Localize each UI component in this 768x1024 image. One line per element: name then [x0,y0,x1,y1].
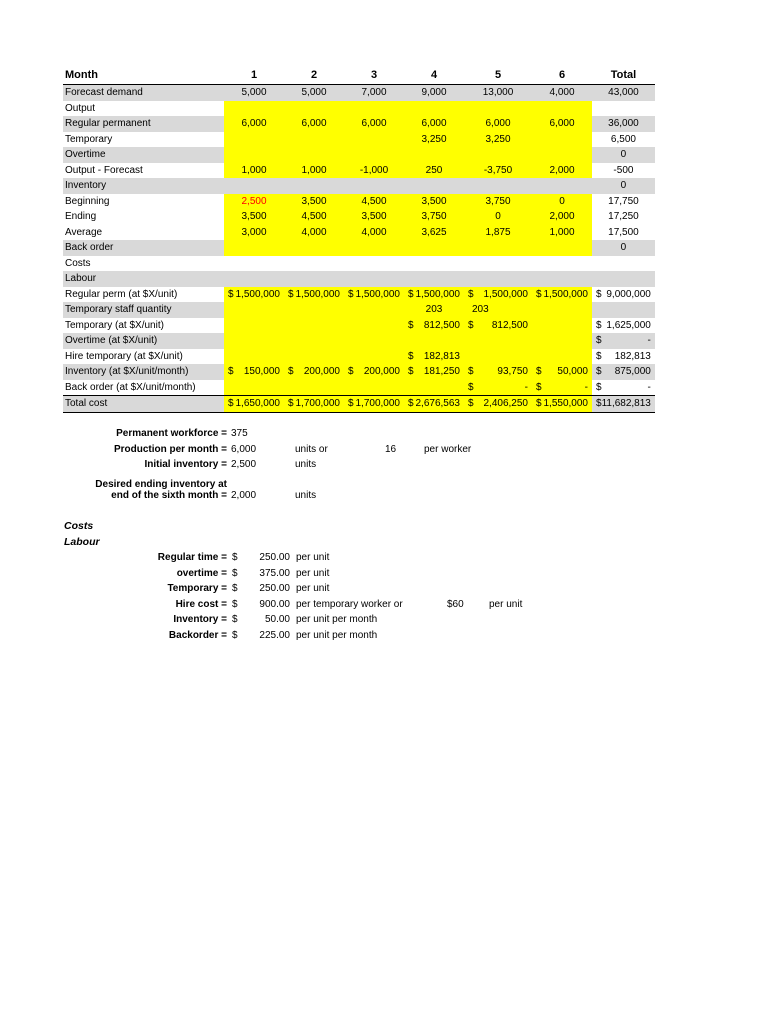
row-label: Regular perm (at $X/unit) [65,288,178,300]
hire-cost-per-unit-label: per unit [489,599,523,610]
currency-symbol: $ [228,398,234,409]
total-cell: - [647,381,651,393]
costs-row [63,256,655,272]
temp-staff-quantity-row [63,302,655,318]
currency-symbol: $ [288,366,294,377]
currency-symbol: $ [348,398,354,409]
cell: 3,250 [404,132,464,148]
temporary-row [63,132,655,148]
inventory-rate-unit: per unit per month [296,614,378,625]
row-label: Output - Forecast [65,164,143,176]
cell: 6,000 [404,116,464,132]
cell: 9,000 [404,85,464,101]
row-label: Forecast demand [63,85,224,101]
row-label: Temporary (at $X/unit) [65,319,164,331]
row-label: Hire temporary (at $X/unit) [65,350,183,362]
temporary-rate-label: Temporary = [167,583,227,594]
cell: 3,000 [224,225,284,241]
cell: 6,000 [224,116,284,132]
beginning-row [63,194,655,210]
backorder-rate-unit: per unit per month [296,630,378,641]
hire-cost-unit: per temporary worker or [296,599,403,610]
currency-symbol: $ [468,288,474,300]
aggregate-plan-table [63,68,655,413]
row-label: Labour [63,271,224,287]
currency-symbol: $ [596,366,602,377]
cell: 182,813 [423,350,460,362]
desired-ending-label-line1: Desired ending inventory at [95,479,227,490]
cell: -1,000 [344,163,404,179]
currency-symbol: $ [232,614,238,625]
regular-permanent-row [63,116,655,132]
currency-symbol: $ [408,288,414,300]
output-row [63,101,655,117]
total-cell: 17,500 [608,226,639,238]
row-label: Costs [65,257,91,269]
per-worker-value: 16 [385,444,397,455]
currency-symbol: $ [536,381,542,393]
row-label: Temporary staff quantity [63,302,224,318]
total-cell: 875,000 [614,366,651,377]
row-label: Regular permanent [63,116,224,132]
regular-time-unit: per unit [296,552,330,563]
total-cell: 0 [592,178,655,194]
month-1-header: 1 [224,68,284,85]
overtime-rate-label: overtime = [176,568,227,579]
inventory-rate-label: Inventory = [173,614,227,625]
permanent-workforce-label: Permanent workforce = [116,428,227,439]
currency-symbol: $ [232,568,238,579]
initial-inventory-value: 2,500 [231,459,257,470]
cell: 6,000 [344,116,404,132]
labour-title: Labour [64,536,100,548]
total-cell: 1,625,000 [606,319,651,331]
back-order-row [63,240,655,256]
temporary-cost-row [63,318,655,334]
cell: 3,750 [464,194,532,210]
cell: 6,000 [284,116,344,132]
inventory-rate-value: 50.00 [264,614,290,625]
currency-symbol: $ [232,599,238,610]
overtime-rate-value: 375.00 [259,568,290,579]
average-row [63,225,655,241]
row-label: Output [65,102,96,114]
backorder-rate-label: Backorder = [168,630,227,641]
cell: 1,875 [464,225,532,241]
month-header: Month [63,68,224,85]
hire-cost-label: Hire cost = [175,599,227,610]
initial-inventory-label: Initial inventory = [144,459,227,470]
currency-symbol: $ [228,288,234,300]
total-cell: 11,682,813 [601,398,651,409]
cell: 3,625 [404,225,464,241]
currency-symbol: $ [232,583,238,594]
overtime-row [63,147,655,163]
cell: 93,750 [497,366,528,377]
row-label: Back order [63,240,224,256]
cell: 4,500 [344,194,404,210]
cell: 4,000 [344,225,404,241]
currency-symbol: $ [232,630,238,641]
cell: 812,500 [491,319,528,331]
cell: 3,250 [464,132,532,148]
cell: 4,000 [284,225,344,241]
cell: 2,000 [532,163,592,179]
total-cell: - [647,335,651,346]
currency-symbol: $ [596,398,602,409]
total-header: Total [592,68,655,85]
row-label: Overtime (at $X/unit) [63,333,224,349]
cell: 181,250 [423,366,460,377]
inventory-cost-row [63,364,655,380]
hire-temporary-cost-row [63,349,655,365]
overtime-rate-unit: per unit [296,568,330,579]
total-cell: 36,000 [592,116,655,132]
cell: 203 [464,302,532,318]
total-cell: 182,813 [614,350,651,362]
currency-symbol: $ [596,319,602,331]
labour-row [63,271,655,287]
cell: 1,550,000 [543,398,588,409]
cell: 3,500 [284,194,344,210]
ending-row [63,209,655,225]
cell: 2,500 [224,194,284,210]
cell: 3,500 [224,209,284,225]
header-row [63,68,655,85]
total-cell: 0 [592,240,655,256]
currency-symbol: $ [232,552,238,563]
cell: 250 [404,163,464,179]
cell: 13,000 [464,85,532,101]
cell: 1,650,000 [235,398,280,409]
month-3-header: 3 [344,68,404,85]
cell: 1,700,000 [355,398,400,409]
cell: 0 [464,209,532,225]
cell: 3,750 [404,209,464,225]
production-per-month-value: 6,000 [231,444,257,455]
row-label: Inventory [63,178,224,194]
cell: -3,750 [464,163,532,179]
row-label: Temporary [65,133,113,145]
total-cell: 17,750 [608,195,639,207]
cell: 7,000 [344,85,404,101]
currency-symbol: $ [536,288,542,300]
total-cost-row [63,396,655,413]
backorder-rate-value: 225.00 [259,630,290,641]
cell: 5,000 [284,85,344,101]
row-label: Total cost [63,396,224,413]
currency-symbol: $ [348,366,354,377]
row-label: Overtime [63,147,224,163]
cell: 4,500 [284,209,344,225]
currency-symbol: $ [408,398,414,409]
cell: 0 [532,194,592,210]
month-2-header: 2 [284,68,344,85]
cell: 200,000 [303,366,340,377]
cell: 3,500 [404,194,464,210]
production-per-month-label: Production per month = [113,444,227,455]
cell: 1,000 [532,225,592,241]
month-5-header: 5 [464,68,532,85]
currency-symbol: $ [468,381,474,393]
cell: 3,500 [344,209,404,225]
currency-symbol: $ [408,366,414,377]
currency-symbol: $ [596,381,602,393]
currency-symbol: $ [288,288,294,300]
desired-ending-value: 2,000 [231,490,257,501]
desired-ending-label-line2: end of the sixth month = [111,490,227,501]
cell: 1,500,000 [415,288,460,300]
cell: 812,500 [423,319,460,331]
currency-symbol: $ [408,350,414,362]
row-label: Beginning [65,195,110,207]
cell: 2,406,250 [483,398,528,409]
aggregate-plan-sheet [63,68,655,413]
cell: 1,000 [224,163,284,179]
cell: 1,500,000 [483,288,528,300]
temporary-rate-value: 250.00 [259,583,290,594]
production-unit: units or [295,444,328,455]
cell: 1,500,000 [295,288,340,300]
row-label: Back order (at $X/unit/month) [65,381,196,393]
cell: 1,500,000 [543,288,588,300]
cell: 150,000 [243,366,280,377]
cell: 203 [404,302,464,318]
regular-perm-cost-row [63,287,655,303]
currency-symbol: $ [468,366,474,377]
back-order-cost-row [63,380,655,396]
temporary-rate-unit: per unit [296,583,330,594]
row-label: Average [65,226,103,238]
total-cell: 17,250 [608,211,639,222]
cell: 1,500,000 [355,288,400,300]
month-4-header: 4 [404,68,464,85]
cell: 1,700,000 [295,398,340,409]
total-cell: -500 [613,164,634,176]
output-forecast-row [63,163,655,179]
cell: - [584,381,588,393]
currency-symbol: $ [468,319,474,331]
hire-cost-per-unit-value: $60 [447,599,464,610]
currency-symbol: $ [536,398,542,409]
cell: 6,000 [464,116,532,132]
cell: 5,000 [224,85,284,101]
currency-symbol: $ [408,319,414,331]
cell: 200,000 [363,366,400,377]
currency-symbol: $ [348,288,354,300]
row-label: Inventory (at $X/unit/month) [63,364,224,380]
total-cell: 0 [592,147,655,163]
forecast-demand-row [63,85,655,101]
currency-symbol: $ [228,366,234,377]
costs-title: Costs [64,520,94,532]
cell: - [524,381,528,393]
total-cell: 6,500 [610,133,636,145]
initial-inventory-unit: units [295,459,317,470]
total-cell: 9,000,000 [606,288,651,300]
currency-symbol: $ [596,335,602,346]
inventory-row [63,178,655,194]
regular-time-value: 250.00 [259,552,290,563]
month-6-header: 6 [532,68,592,85]
cell: 50,000 [557,366,588,377]
cell: 2,676,563 [415,398,460,409]
regular-time-label: Regular time = [157,552,227,563]
permanent-workforce-value: 375 [231,428,248,439]
currency-symbol: $ [536,366,542,377]
total-cell: 43,000 [592,85,655,101]
currency-symbol: $ [288,398,294,409]
overtime-cost-row [63,333,655,349]
hire-cost-value: 900.00 [259,599,290,610]
cell: 4,000 [532,85,592,101]
currency-symbol: $ [468,398,474,409]
row-label: Ending [65,211,97,222]
currency-symbol: $ [596,350,602,362]
cell: 1,000 [284,163,344,179]
desired-ending-unit: units [295,490,317,501]
cell: 1,500,000 [235,288,280,300]
cell: 2,000 [532,209,592,225]
per-worker-label: per worker [424,444,472,455]
currency-symbol: $ [596,288,602,300]
cell: 6,000 [532,116,592,132]
